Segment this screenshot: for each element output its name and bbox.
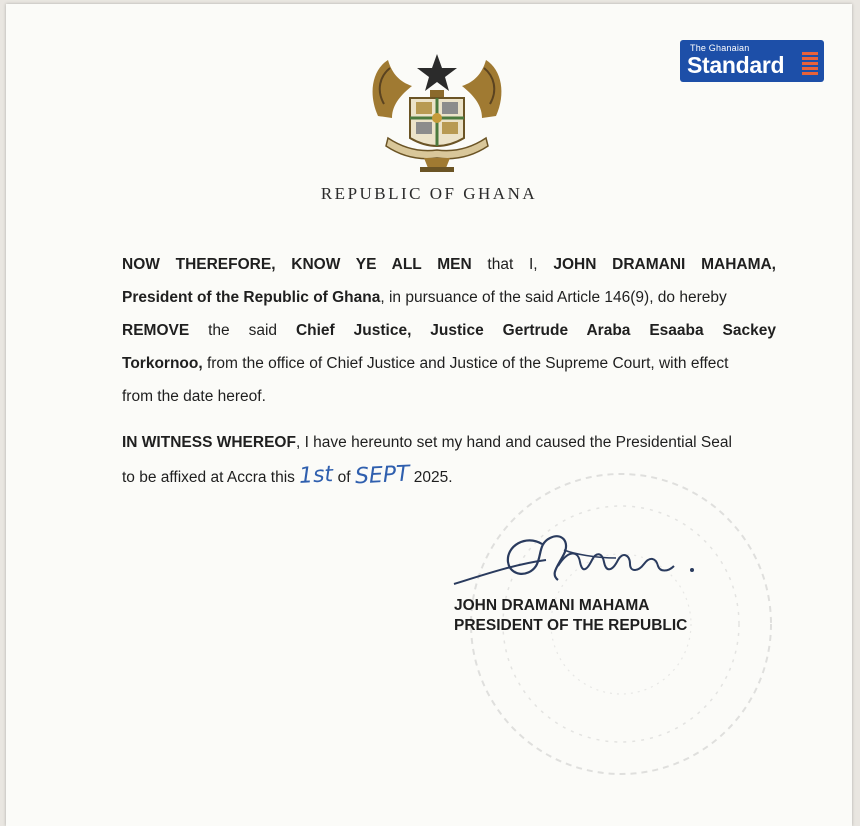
- p2-bold-intro: IN WITNESS WHEREOF: [122, 434, 296, 451]
- handwritten-month: SEPT: [354, 461, 411, 490]
- p1-line-3: [122, 314, 776, 347]
- p1-said-text: the said: [189, 322, 296, 339]
- signatory-title: PRESIDENT OF THE REPUBLIC: [454, 617, 688, 634]
- decree-page: [6, 4, 852, 826]
- signatory-block: [454, 596, 687, 636]
- p2-text: , I have hereunto set my hand and caused the Presidential Seal: [295, 434, 732, 451]
- p1-remove-word: REMOVE: [122, 322, 190, 339]
- p1-president-title: President of the Republic of Ghana: [122, 289, 381, 306]
- p2-year-text: 2025.: [409, 469, 453, 486]
- p1-line-1: [122, 248, 776, 281]
- p1-line-2: [122, 281, 776, 314]
- p2-line-2: [122, 459, 776, 494]
- president-signature: [446, 514, 726, 606]
- ghana-coat-of-arms-emblem: [362, 46, 512, 174]
- newspaper-stack-icon: [802, 52, 818, 76]
- p2-affixed-text: to be affixed at Accra this: [122, 469, 300, 486]
- p1-bold-intro: NOW THEREFORE, KNOW YE ALL MEN: [122, 256, 472, 273]
- watermark-top-label: The Ghanaian: [690, 43, 750, 53]
- handwritten-day: 1st: [298, 462, 334, 489]
- watermark-main-label: Standard: [687, 52, 785, 78]
- p2-of-text: of: [333, 469, 355, 486]
- p1-text: that I,: [471, 256, 554, 273]
- p1-line-4: [122, 347, 776, 380]
- signatory-name: JOHN DRAMANI MAHAMA: [454, 597, 650, 614]
- witness-paragraph: [122, 426, 776, 494]
- p1-line-5: from the date hereof.: [122, 388, 266, 405]
- removal-paragraph: [122, 248, 776, 413]
- p1-article-text: , in pursuance of the said Article 146(9), do hereby: [380, 289, 727, 306]
- p2-line-1: [122, 426, 776, 459]
- p1-chief-justice-name: Chief Justice, Justice Gertrude Araba Esaaba Sackey: [295, 322, 776, 339]
- p1-office-text: from the office of Chief Justice and Justice of the Supreme Court, with effect: [202, 355, 729, 372]
- ghanaian-standard-watermark: [680, 40, 824, 82]
- p1-president-name: JOHN DRAMANI MAHAMA,: [553, 256, 776, 273]
- document-heading: REPUBLIC OF GHANA: [320, 184, 538, 203]
- p1-surname: Torkornoo,: [122, 355, 203, 372]
